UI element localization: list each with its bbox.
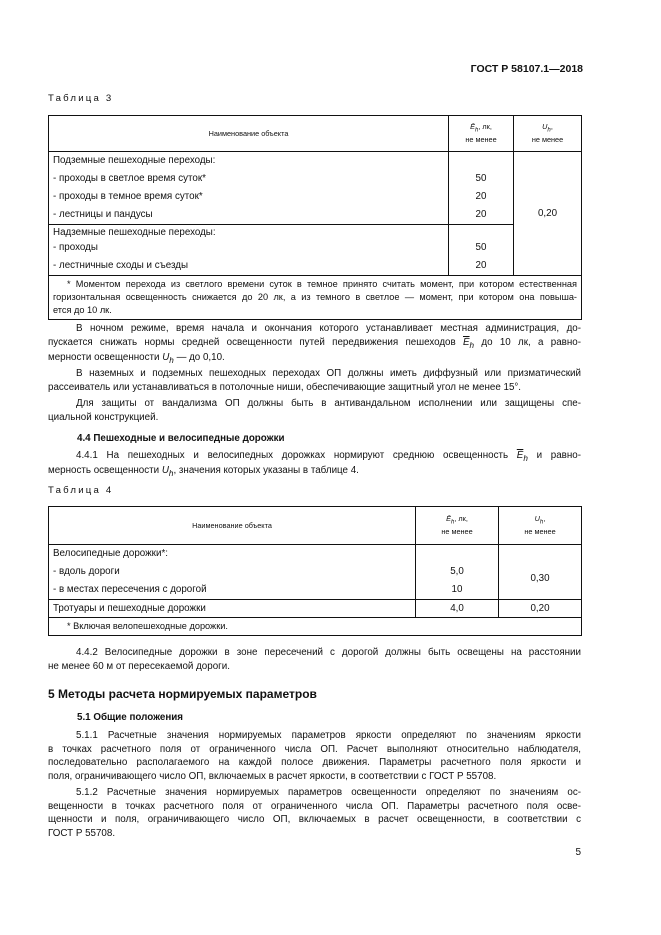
table3-row-name: - проходы в светлое время суток* (53, 173, 206, 184)
table4-row-name: - вдоль дороги (53, 566, 120, 577)
table4-group1-u: 0,30 (499, 545, 582, 600)
table3-row-name: - проходы в темное время суток* (53, 191, 203, 202)
table4-header-u: $U_h$, не менее (499, 507, 582, 545)
paragraph-diffuser: В наземных и подземных пешеходных переходах ОП должны иметь диффузный или призматический рассеиватель или устанавливаться в потолочные ниши, обеспечивающие защитный угол не менее 15°. (48, 368, 581, 393)
paragraph-4-4-2: 4.4.2 Велосипедные дорожки в зоне пересечений с дорогой должны быть освещены на расстоянии не менее 60 м от пересекаемой дороги. (48, 647, 581, 672)
table4-caption: Таблица 4 (48, 485, 114, 496)
document-number: ГОСТ Р 58107.1—2018 (470, 63, 583, 75)
table3 (48, 115, 582, 320)
table3-group2-title: Надземные пешеходные переходы: (53, 227, 216, 238)
table3-group1-e (449, 152, 514, 225)
section-4-4-title: 4.4 Пешеходные и велосипедные дорожки (77, 433, 285, 444)
table3-group1-title: Подземные пешеходные переходы: (53, 155, 216, 166)
table3-footnote: * Моментом перехода из светлого времени суток в темное принято считать момент, при котором естественная горизонтальная освещенность снижается до 20 лк, а из темного в светлое — момент, при котором она повыша- ется до 10 лк. (49, 276, 582, 320)
page-number: 5 (575, 847, 581, 858)
paragraph-vandalism: Для защиты от вандализма ОП должны быть в антивандальном исполнении или защищены спе- циальной конструкцией. (48, 398, 581, 423)
table4-row-e: 5,0 (450, 566, 464, 577)
paragraph-5-1-1: 5.1.1 Расчетные значения нормируемых параметров яркости определяют по значениям яркости в точках расчетного поля от ограниченного числа ОП. Расчет выполняют относительно наблюдателя, последовательно располагаемого на каждой полосе движения. Параметры расчетного поля яркости и поля, ограничивающего число ОП, включаемых в расчет яркости, в соответствии с ГОСТ Р 55708. (48, 730, 581, 783)
table3-group2-e (449, 225, 514, 276)
table3-row-name: - лестничные сходы и съезды (53, 260, 189, 271)
table4-group1-names (49, 545, 416, 600)
table3-row-name: - лестницы и пандусы (53, 209, 153, 220)
paragraph-night-mode: В ночном режиме, время начала и окончания которого устанавливает местная администрация, до- пускается снижать нормы средней освещенности путей передвижения пешеходов $\overline{Ē}_h$ до 10 лк, а равно- мерности освещенности $U_h$ — до 0,10. (48, 323, 581, 366)
table4-group1-title: Велосипедные дорожки*: (53, 548, 168, 559)
table3-header-e: $Ē_h$, лк, не менее (449, 116, 514, 152)
table3-row-e: 20 (475, 191, 487, 202)
table3-row-e: 50 (475, 242, 487, 253)
table3-header-u: $U_h$, не менее (514, 116, 582, 152)
table4-row-name: - в местах пересечения с дорогой (53, 584, 207, 595)
table3-group2-names (49, 225, 449, 276)
table3-group1-names (49, 152, 449, 225)
table4-footnote: * Включая велопешеходные дорожки. (49, 618, 582, 636)
table4-row2-u: 0,20 (499, 600, 582, 618)
table4-row2-name: Тротуары и пешеходные дорожки (49, 600, 416, 618)
paragraph-4-4-1: 4.4.1 На пешеходных и велосипедных дорожках нормируют среднюю освещенность $\overline{Ē}_h$ и равно- мерность освещенности $U_h$, значения которых указаны в таблице 4. (48, 450, 581, 479)
table3-row-e: 20 (475, 209, 487, 220)
table3-row-name: - проходы (53, 242, 98, 253)
paragraph-5-1-2: 5.1.2 Расчетные значения нормируемых параметров освещенности определяют по значениям ос- вещенности в точках расчетного поля от ограниченного числа ОП. Параметры расчетного поля осве- щенности и поля, ограничивающего число ОП, включаемых в расчет освещенности, в соответствии с ГОСТ Р 55708. (48, 787, 581, 840)
table4 (48, 506, 582, 636)
table3-u-value: 0,20 (514, 152, 582, 276)
section-5-1-title: 5.1 Общие положения (77, 712, 184, 723)
table4-row2-e: 4,0 (416, 600, 499, 618)
table4-row-e: 10 (451, 584, 463, 595)
table4-header-e: $Ē_h$, лк, не менее (416, 507, 499, 545)
table3-caption: Таблица 3 (48, 93, 114, 104)
section-5-title: 5 Методы расчета нормируемых параметров (48, 687, 317, 701)
table3-row-e: 50 (475, 173, 487, 184)
table3-header-name: Наименование объекта (49, 116, 449, 152)
table4-header-name: Наименование объекта (49, 507, 416, 545)
table3-row-e: 20 (475, 260, 487, 271)
table4-group1-e (416, 545, 499, 600)
